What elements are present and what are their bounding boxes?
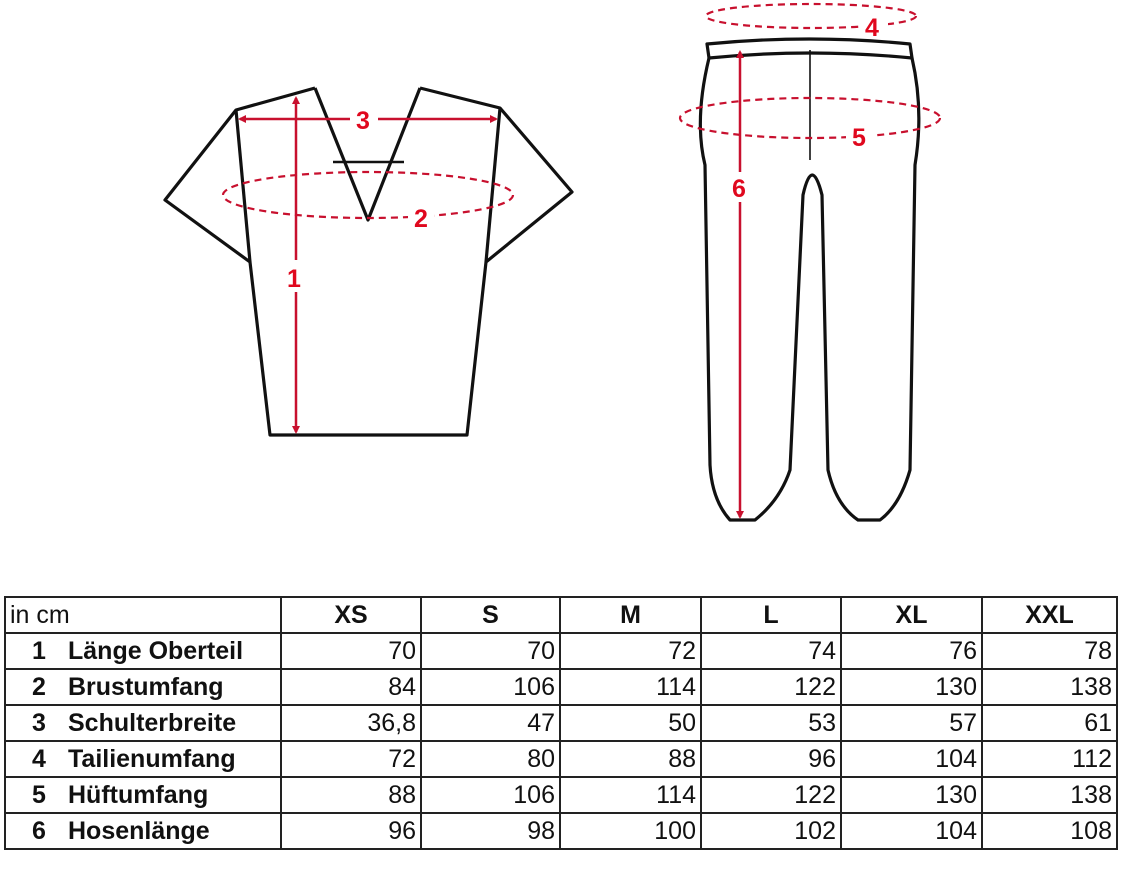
table-cell: 130 [841, 669, 982, 705]
row-name: Tailienumfang [68, 744, 236, 773]
table-cell: 53 [701, 705, 841, 741]
table-cell: 138 [982, 669, 1117, 705]
measure-label-6: 6 [732, 175, 746, 203]
measure-label-3: 3 [356, 107, 370, 135]
table-row [5, 741, 1117, 777]
table-cell: 96 [281, 813, 421, 849]
table-cell: 72 [281, 741, 421, 777]
table-cell: 36,8 [281, 705, 421, 741]
table-cell: 80 [421, 741, 560, 777]
table-cell: 104 [841, 741, 982, 777]
table-cell: 72 [560, 633, 701, 669]
row-label [5, 741, 281, 777]
row-label [5, 813, 281, 849]
row-number: 4 [32, 744, 46, 773]
unit-label: in cm [5, 597, 281, 633]
row-name: Hosenlänge [68, 816, 210, 845]
size-col-s: S [421, 597, 560, 633]
pants-illustration [700, 39, 919, 520]
row-number: 1 [32, 636, 46, 665]
size-col-m: M [560, 597, 701, 633]
table-cell: 114 [560, 669, 701, 705]
size-col-xxl: XXL [982, 597, 1117, 633]
table-cell: 104 [841, 813, 982, 849]
table-cell: 47 [421, 705, 560, 741]
row-number: 6 [32, 816, 46, 845]
table-row [5, 705, 1117, 741]
table-cell: 138 [982, 777, 1117, 813]
table-cell: 50 [560, 705, 701, 741]
table-row [5, 669, 1117, 705]
row-name: Schulterbreite [68, 708, 237, 737]
table-cell: 114 [560, 777, 701, 813]
measure-ellipse-2 [223, 172, 513, 218]
shirt-sleeve-seam-left [236, 110, 250, 262]
size-col-l: L [701, 597, 841, 633]
table-header-row [5, 597, 1117, 633]
table-cell: 96 [701, 741, 841, 777]
table-cell: 88 [560, 741, 701, 777]
row-name: Hüftumfang [68, 780, 209, 809]
table-row [5, 813, 1117, 849]
shirt-illustration [165, 88, 572, 435]
measure-label-4: 4 [865, 14, 879, 42]
measure-label-1: 1 [287, 265, 301, 293]
row-label [5, 777, 281, 813]
table-cell: 106 [421, 669, 560, 705]
measure-label-5: 5 [852, 124, 866, 152]
row-label [5, 705, 281, 741]
table-cell: 102 [701, 813, 841, 849]
table-row [5, 633, 1117, 669]
table-cell: 130 [841, 777, 982, 813]
row-name: Länge Oberteil [68, 636, 244, 665]
table-cell: 122 [701, 669, 841, 705]
row-label [5, 669, 281, 705]
table-cell: 70 [281, 633, 421, 669]
table-cell: 70 [421, 633, 560, 669]
table-cell: 108 [982, 813, 1117, 849]
table-cell: 57 [841, 705, 982, 741]
table-cell: 84 [281, 669, 421, 705]
row-number: 3 [32, 708, 46, 737]
table-cell: 78 [982, 633, 1117, 669]
table-cell: 122 [701, 777, 841, 813]
table-cell: 100 [560, 813, 701, 849]
row-label [5, 633, 281, 669]
table-cell: 98 [421, 813, 560, 849]
size-table [4, 596, 1118, 850]
row-number: 5 [32, 780, 46, 809]
table-cell: 106 [421, 777, 560, 813]
table-cell: 61 [982, 705, 1117, 741]
row-name: Brustumfang [68, 672, 224, 701]
table-cell: 112 [982, 741, 1117, 777]
size-col-xl: XL [841, 597, 982, 633]
table-row [5, 777, 1117, 813]
measure-label-2: 2 [414, 205, 428, 233]
measurement-guides [223, 4, 940, 517]
row-number: 2 [32, 672, 46, 701]
shirt-outline [165, 88, 572, 435]
size-col-xs: XS [281, 597, 421, 633]
table-cell: 74 [701, 633, 841, 669]
table-cell: 88 [281, 777, 421, 813]
table-cell: 76 [841, 633, 982, 669]
